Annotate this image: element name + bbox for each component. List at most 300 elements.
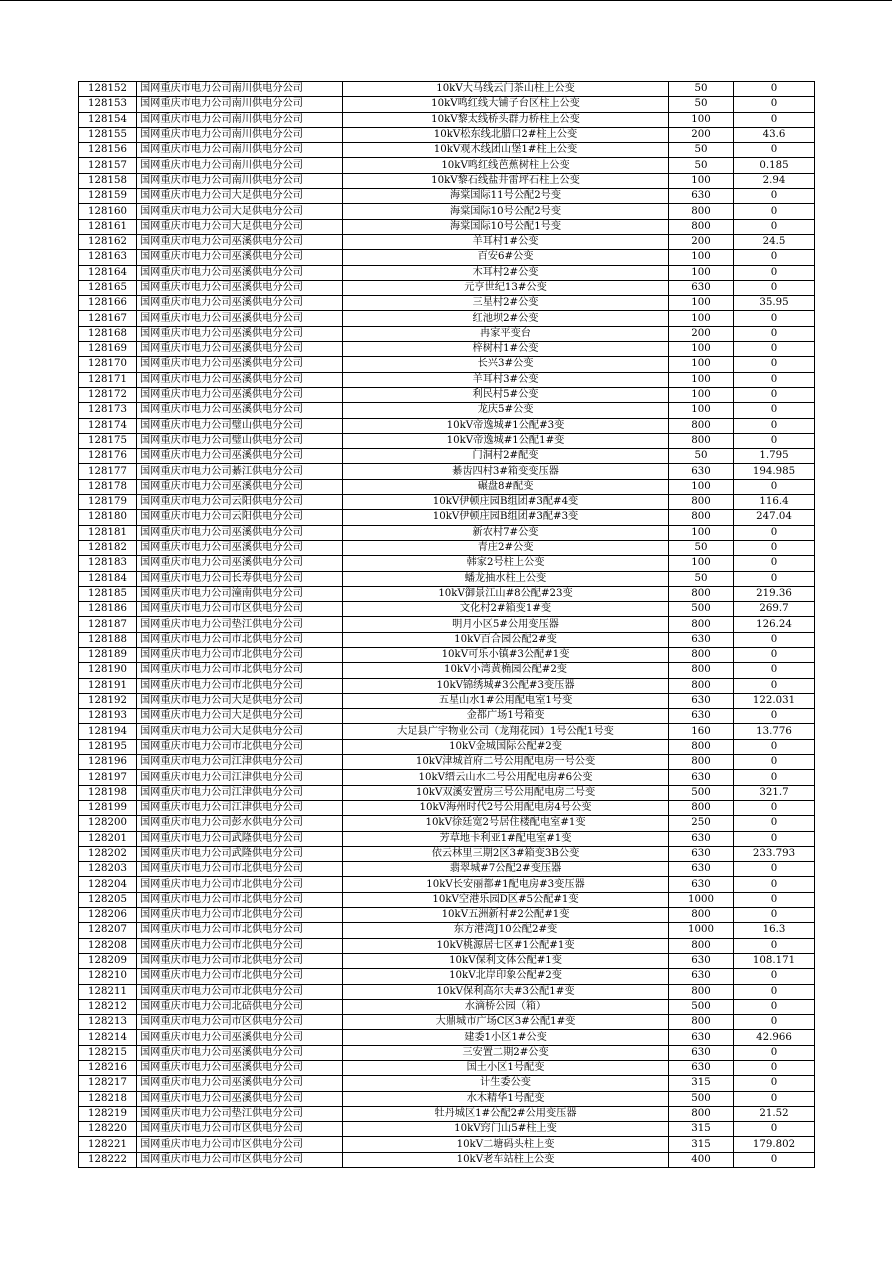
table-row bbox=[79, 112, 815, 127]
capacity-cell: 315 bbox=[669, 1122, 734, 1137]
row-id: 128197 bbox=[79, 770, 137, 785]
company-cell: 国网重庆市电力公司巫溪供电分公司 bbox=[137, 403, 343, 418]
transformer-table bbox=[78, 81, 815, 1168]
transformer-name-cell: 五星山水1#公用配电室1号变 bbox=[343, 693, 669, 708]
capacity-cell: 50 bbox=[669, 449, 734, 464]
company-cell: 国网重庆市电力公司市北供电分公司 bbox=[137, 647, 343, 662]
capacity-cell: 200 bbox=[669, 234, 734, 249]
row-id: 128183 bbox=[79, 556, 137, 571]
company-cell: 国网重庆市电力公司巫溪供电分公司 bbox=[137, 265, 343, 280]
table-row bbox=[79, 1122, 815, 1137]
capacity-cell: 100 bbox=[669, 479, 734, 494]
row-id: 128217 bbox=[79, 1076, 137, 1091]
value-cell: 0 bbox=[734, 892, 815, 907]
transformer-name-cell: 10kV大马线云门茶山柱上公变 bbox=[343, 82, 669, 97]
row-id: 128212 bbox=[79, 999, 137, 1014]
company-cell: 国网重庆市电力公司垫江供电分公司 bbox=[137, 1106, 343, 1121]
row-id: 128209 bbox=[79, 953, 137, 968]
transformer-name-cell: 文化村2#箱变1#变 bbox=[343, 602, 669, 617]
transformer-name-cell: 韩家2号柱上公变 bbox=[343, 556, 669, 571]
capacity-cell: 630 bbox=[669, 770, 734, 785]
value-cell: 0 bbox=[734, 1091, 815, 1106]
company-cell: 国网重庆市电力公司巫溪供电分公司 bbox=[137, 326, 343, 341]
row-id: 128177 bbox=[79, 464, 137, 479]
transformer-name-cell: 海棠国际11号公配2号变 bbox=[343, 189, 669, 204]
value-cell: 0 bbox=[734, 800, 815, 815]
table-row bbox=[79, 862, 815, 877]
capacity-cell: 630 bbox=[669, 877, 734, 892]
transformer-name-cell: 10kV鸣红线芭蕉树柱上公变 bbox=[343, 158, 669, 173]
row-id: 128171 bbox=[79, 372, 137, 387]
transformer-name-cell: 金都广场1号箱变 bbox=[343, 709, 669, 724]
row-id: 128164 bbox=[79, 265, 137, 280]
table-row bbox=[79, 449, 815, 464]
transformer-name-cell: 綦齿四村3#箱变变压器 bbox=[343, 464, 669, 479]
table-row bbox=[79, 984, 815, 999]
capacity-cell: 500 bbox=[669, 785, 734, 800]
table-row bbox=[79, 525, 815, 540]
table-row bbox=[79, 234, 815, 249]
company-cell: 国网重庆市电力公司巫溪供电分公司 bbox=[137, 296, 343, 311]
company-cell: 国网重庆市电力公司南川供电分公司 bbox=[137, 143, 343, 158]
row-id: 128195 bbox=[79, 739, 137, 754]
transformer-name-cell: 水木精华1号配变 bbox=[343, 1091, 669, 1106]
transformer-name-cell: 建委1小区1#公变 bbox=[343, 1030, 669, 1045]
company-cell: 国网重庆市电力公司巫溪供电分公司 bbox=[137, 387, 343, 402]
transformer-name-cell: 10kV伊顿庄园B组团#3配#3变 bbox=[343, 510, 669, 525]
transformer-name-cell: 明月小区5#公用变压器 bbox=[343, 617, 669, 632]
company-cell: 国网重庆市电力公司巫溪供电分公司 bbox=[137, 556, 343, 571]
value-cell: 0 bbox=[734, 1061, 815, 1076]
row-id: 128189 bbox=[79, 647, 137, 662]
table-row bbox=[79, 342, 815, 357]
table-row bbox=[79, 877, 815, 892]
value-cell: 0 bbox=[734, 739, 815, 754]
transformer-name-cell: 10kV金城国际公配#2变 bbox=[343, 739, 669, 754]
table-row bbox=[79, 495, 815, 510]
capacity-cell: 100 bbox=[669, 387, 734, 402]
value-cell: 269.7 bbox=[734, 602, 815, 617]
transformer-name-cell: 10kV桃源居七区#1公配#1变 bbox=[343, 938, 669, 953]
value-cell: 0 bbox=[734, 816, 815, 831]
capacity-cell: 100 bbox=[669, 112, 734, 127]
transformer-name-cell: 羊耳村3#公变 bbox=[343, 372, 669, 387]
capacity-cell: 50 bbox=[669, 143, 734, 158]
capacity-cell: 630 bbox=[669, 1061, 734, 1076]
transformer-name-cell: 海棠国际10号公配2号变 bbox=[343, 204, 669, 219]
row-id: 128173 bbox=[79, 403, 137, 418]
table-row bbox=[79, 663, 815, 678]
transformer-name-cell: 元亨世纪13#公变 bbox=[343, 280, 669, 295]
transformer-name-cell: 梓树村1#公变 bbox=[343, 342, 669, 357]
table-row bbox=[79, 82, 815, 97]
value-cell: 0 bbox=[734, 862, 815, 877]
company-cell: 国网重庆市电力公司巫溪供电分公司 bbox=[137, 1061, 343, 1076]
company-cell: 国网重庆市电力公司巫溪供电分公司 bbox=[137, 1076, 343, 1091]
company-cell: 国网重庆市电力公司市区供电分公司 bbox=[137, 1137, 343, 1152]
company-cell: 国网重庆市电力公司巫溪供电分公司 bbox=[137, 250, 343, 265]
row-id: 128215 bbox=[79, 1045, 137, 1060]
row-id: 128185 bbox=[79, 586, 137, 601]
table-row bbox=[79, 1061, 815, 1076]
row-id: 128190 bbox=[79, 663, 137, 678]
transformer-name-cell: 碾盘8#配变 bbox=[343, 479, 669, 494]
row-id: 128211 bbox=[79, 984, 137, 999]
row-id: 128220 bbox=[79, 1122, 137, 1137]
value-cell: 42.966 bbox=[734, 1030, 815, 1045]
company-cell: 国网重庆市电力公司市区供电分公司 bbox=[137, 1122, 343, 1137]
table-row bbox=[79, 1137, 815, 1152]
transformer-name-cell: 利民村5#公变 bbox=[343, 387, 669, 402]
company-cell: 国网重庆市电力公司市北供电分公司 bbox=[137, 938, 343, 953]
capacity-cell: 630 bbox=[669, 1045, 734, 1060]
value-cell: 0 bbox=[734, 984, 815, 999]
row-id: 128202 bbox=[79, 846, 137, 861]
value-cell: 0 bbox=[734, 678, 815, 693]
value-cell: 0 bbox=[734, 433, 815, 448]
transformer-name-cell: 10kV锦绣城#3公配#3变压器 bbox=[343, 678, 669, 693]
table-row bbox=[79, 296, 815, 311]
capacity-cell: 50 bbox=[669, 82, 734, 97]
capacity-cell: 800 bbox=[669, 1106, 734, 1121]
row-id: 128178 bbox=[79, 479, 137, 494]
row-id: 128191 bbox=[79, 678, 137, 693]
value-cell: 0 bbox=[734, 418, 815, 433]
company-cell: 国网重庆市电力公司南川供电分公司 bbox=[137, 82, 343, 97]
company-cell: 国网重庆市电力公司巫溪供电分公司 bbox=[137, 311, 343, 326]
capacity-cell: 50 bbox=[669, 571, 734, 586]
capacity-cell: 1000 bbox=[669, 892, 734, 907]
value-cell: 116.4 bbox=[734, 495, 815, 510]
capacity-cell: 100 bbox=[669, 357, 734, 372]
table-row bbox=[79, 556, 815, 571]
company-cell: 国网重庆市电力公司南川供电分公司 bbox=[137, 173, 343, 188]
row-id: 128167 bbox=[79, 311, 137, 326]
company-cell: 国网重庆市电力公司市北供电分公司 bbox=[137, 892, 343, 907]
value-cell: 16.3 bbox=[734, 923, 815, 938]
row-id: 128174 bbox=[79, 418, 137, 433]
row-id: 128207 bbox=[79, 923, 137, 938]
capacity-cell: 800 bbox=[669, 678, 734, 693]
transformer-name-cell: 大足县广宇物业公司（龙翔花园）1号公配1号变 bbox=[343, 724, 669, 739]
capacity-cell: 315 bbox=[669, 1076, 734, 1091]
transformer-name-cell: 10kV老车站柱上公变 bbox=[343, 1152, 669, 1167]
table-row bbox=[79, 387, 815, 402]
capacity-cell: 630 bbox=[669, 709, 734, 724]
row-id: 128156 bbox=[79, 143, 137, 158]
table-row bbox=[79, 1091, 815, 1106]
value-cell: 21.52 bbox=[734, 1106, 815, 1121]
transformer-name-cell: 百安6#公变 bbox=[343, 250, 669, 265]
value-cell: 24.5 bbox=[734, 234, 815, 249]
row-id: 128160 bbox=[79, 204, 137, 219]
value-cell: 108.171 bbox=[734, 953, 815, 968]
transformer-name-cell: 10kV保利高尔夫#3公配1#变 bbox=[343, 984, 669, 999]
capacity-cell: 630 bbox=[669, 862, 734, 877]
transformer-name-cell: 10kV五洲新村#2公配#1变 bbox=[343, 908, 669, 923]
table-row bbox=[79, 602, 815, 617]
capacity-cell: 800 bbox=[669, 800, 734, 815]
company-cell: 国网重庆市电力公司江津供电分公司 bbox=[137, 800, 343, 815]
value-cell: 2.94 bbox=[734, 173, 815, 188]
value-cell: 0 bbox=[734, 908, 815, 923]
table-row bbox=[79, 1106, 815, 1121]
company-cell: 国网重庆市电力公司市北供电分公司 bbox=[137, 632, 343, 647]
row-id: 128162 bbox=[79, 234, 137, 249]
table-row bbox=[79, 1030, 815, 1045]
table-row bbox=[79, 693, 815, 708]
capacity-cell: 100 bbox=[669, 342, 734, 357]
table-row bbox=[79, 800, 815, 815]
company-cell: 国网重庆市电力公司市区供电分公司 bbox=[137, 602, 343, 617]
capacity-cell: 630 bbox=[669, 280, 734, 295]
table-row bbox=[79, 908, 815, 923]
capacity-cell: 100 bbox=[669, 311, 734, 326]
capacity-cell: 100 bbox=[669, 525, 734, 540]
value-cell: 0 bbox=[734, 1015, 815, 1030]
value-cell: 0 bbox=[734, 311, 815, 326]
transformer-name-cell: 10kV伊顿庄园B组团#3配#4变 bbox=[343, 495, 669, 510]
transformer-name-cell: 大鼎城市广场C区3#公配1#变 bbox=[343, 1015, 669, 1030]
value-cell: 0 bbox=[734, 204, 815, 219]
transformer-name-cell: 羊耳村1#公变 bbox=[343, 234, 669, 249]
value-cell: 35.95 bbox=[734, 296, 815, 311]
value-cell: 0 bbox=[734, 709, 815, 724]
table-row bbox=[79, 127, 815, 142]
value-cell: 13.776 bbox=[734, 724, 815, 739]
row-id: 128153 bbox=[79, 97, 137, 112]
value-cell: 0 bbox=[734, 250, 815, 265]
transformer-name-cell: 冉家平变台 bbox=[343, 326, 669, 341]
value-cell: 0 bbox=[734, 877, 815, 892]
capacity-cell: 800 bbox=[669, 739, 734, 754]
value-cell: 0 bbox=[734, 571, 815, 586]
capacity-cell: 800 bbox=[669, 755, 734, 770]
row-id: 128204 bbox=[79, 877, 137, 892]
capacity-cell: 630 bbox=[669, 189, 734, 204]
transformer-name-cell: 10kV可乐小镇#3公配#1变 bbox=[343, 647, 669, 662]
capacity-cell: 100 bbox=[669, 250, 734, 265]
row-id: 128188 bbox=[79, 632, 137, 647]
capacity-cell: 500 bbox=[669, 602, 734, 617]
transformer-name-cell: 水滴桥公园（箱） bbox=[343, 999, 669, 1014]
company-cell: 国网重庆市电力公司云阳供电分公司 bbox=[137, 495, 343, 510]
row-id: 128210 bbox=[79, 969, 137, 984]
transformer-name-cell: 10kV松东线北腊口2#柱上公变 bbox=[343, 127, 669, 142]
value-cell: 0 bbox=[734, 938, 815, 953]
capacity-cell: 100 bbox=[669, 403, 734, 418]
transformer-name-cell: 10kV双溪安置房三号公用配电房二号变 bbox=[343, 785, 669, 800]
capacity-cell: 800 bbox=[669, 510, 734, 525]
capacity-cell: 630 bbox=[669, 969, 734, 984]
transformer-name-cell: 新农村7#公变 bbox=[343, 525, 669, 540]
transformer-name-cell: 门洞村2#配变 bbox=[343, 449, 669, 464]
company-cell: 国网重庆市电力公司巫溪供电分公司 bbox=[137, 479, 343, 494]
row-id: 128159 bbox=[79, 189, 137, 204]
table-row bbox=[79, 739, 815, 754]
company-cell: 国网重庆市电力公司市北供电分公司 bbox=[137, 969, 343, 984]
table-row bbox=[79, 326, 815, 341]
company-cell: 国网重庆市电力公司巫溪供电分公司 bbox=[137, 342, 343, 357]
value-cell: 0 bbox=[734, 357, 815, 372]
transformer-name-cell: 10kV鸣红线大铺子台区柱上公变 bbox=[343, 97, 669, 112]
row-id: 128168 bbox=[79, 326, 137, 341]
row-id: 128193 bbox=[79, 709, 137, 724]
capacity-cell: 800 bbox=[669, 219, 734, 234]
transformer-name-cell: 10kV观木线团山堡1#柱上公变 bbox=[343, 143, 669, 158]
transformer-name-cell: 10kV小湾黄桷园公配#2变 bbox=[343, 663, 669, 678]
capacity-cell: 800 bbox=[669, 433, 734, 448]
value-cell: 122.031 bbox=[734, 693, 815, 708]
value-cell: 0 bbox=[734, 969, 815, 984]
row-id: 128221 bbox=[79, 1137, 137, 1152]
capacity-cell: 800 bbox=[669, 204, 734, 219]
row-id: 128186 bbox=[79, 602, 137, 617]
transformer-name-cell: 木耳村2#公变 bbox=[343, 265, 669, 280]
transformer-name-cell: 10kV空港乐园D区#5公配#1变 bbox=[343, 892, 669, 907]
capacity-cell: 800 bbox=[669, 617, 734, 632]
row-id: 128163 bbox=[79, 250, 137, 265]
row-id: 128181 bbox=[79, 525, 137, 540]
value-cell: 0 bbox=[734, 1122, 815, 1137]
transformer-name-cell: 10kV徐廷宽2号居住楼配电室#1变 bbox=[343, 816, 669, 831]
table-row bbox=[79, 479, 815, 494]
table-row bbox=[79, 540, 815, 555]
table-row bbox=[79, 265, 815, 280]
value-cell: 0 bbox=[734, 770, 815, 785]
capacity-cell: 100 bbox=[669, 296, 734, 311]
transformer-name-cell: 长兴3#公变 bbox=[343, 357, 669, 372]
company-cell: 国网重庆市电力公司大足供电分公司 bbox=[137, 204, 343, 219]
company-cell: 国网重庆市电力公司市北供电分公司 bbox=[137, 923, 343, 938]
transformer-name-cell: 10kV百合园公配2#变 bbox=[343, 632, 669, 647]
transformer-name-cell: 海棠国际10号公配1号变 bbox=[343, 219, 669, 234]
table-row bbox=[79, 143, 815, 158]
company-cell: 国网重庆市电力公司市北供电分公司 bbox=[137, 984, 343, 999]
capacity-cell: 100 bbox=[669, 372, 734, 387]
table-row bbox=[79, 831, 815, 846]
capacity-cell: 800 bbox=[669, 984, 734, 999]
value-cell: 0 bbox=[734, 663, 815, 678]
table-row bbox=[79, 617, 815, 632]
value-cell: 0 bbox=[734, 632, 815, 647]
capacity-cell: 630 bbox=[669, 693, 734, 708]
row-id: 128216 bbox=[79, 1061, 137, 1076]
table-row bbox=[79, 755, 815, 770]
row-id: 128179 bbox=[79, 495, 137, 510]
capacity-cell: 250 bbox=[669, 816, 734, 831]
company-cell: 国网重庆市电力公司市北供电分公司 bbox=[137, 953, 343, 968]
capacity-cell: 100 bbox=[669, 265, 734, 280]
row-id: 128219 bbox=[79, 1106, 137, 1121]
company-cell: 国网重庆市电力公司巫溪供电分公司 bbox=[137, 1030, 343, 1045]
value-cell: 247.04 bbox=[734, 510, 815, 525]
company-cell: 国网重庆市电力公司巫溪供电分公司 bbox=[137, 525, 343, 540]
company-cell: 国网重庆市电力公司市区供电分公司 bbox=[137, 1152, 343, 1167]
transformer-name-cell: 10kV缙云山水二号公用配电房#6公变 bbox=[343, 770, 669, 785]
row-id: 128205 bbox=[79, 892, 137, 907]
table-row bbox=[79, 158, 815, 173]
transformer-name-cell: 10kV津城首府二号公用配电房一号公变 bbox=[343, 755, 669, 770]
row-id: 128194 bbox=[79, 724, 137, 739]
table-row bbox=[79, 923, 815, 938]
company-cell: 国网重庆市电力公司璧山供电分公司 bbox=[137, 433, 343, 448]
company-cell: 国网重庆市电力公司北碚供电分公司 bbox=[137, 999, 343, 1014]
value-cell: 0 bbox=[734, 265, 815, 280]
company-cell: 国网重庆市电力公司巫溪供电分公司 bbox=[137, 280, 343, 295]
value-cell: 219.36 bbox=[734, 586, 815, 601]
row-id: 128154 bbox=[79, 112, 137, 127]
value-cell: 0 bbox=[734, 372, 815, 387]
capacity-cell: 800 bbox=[669, 647, 734, 662]
capacity-cell: 200 bbox=[669, 326, 734, 341]
company-cell: 国网重庆市电力公司长寿供电分公司 bbox=[137, 571, 343, 586]
transformer-name-cell: 三星村2#公变 bbox=[343, 296, 669, 311]
capacity-cell: 630 bbox=[669, 953, 734, 968]
capacity-cell: 800 bbox=[669, 495, 734, 510]
row-id: 128176 bbox=[79, 449, 137, 464]
table-row bbox=[79, 770, 815, 785]
value-cell: 126.24 bbox=[734, 617, 815, 632]
row-id: 128157 bbox=[79, 158, 137, 173]
row-id: 128155 bbox=[79, 127, 137, 142]
transformer-name-cell: 10kV御景江山#8公配#23变 bbox=[343, 586, 669, 601]
row-id: 128198 bbox=[79, 785, 137, 800]
capacity-cell: 800 bbox=[669, 908, 734, 923]
table-row bbox=[79, 647, 815, 662]
value-cell: 0 bbox=[734, 755, 815, 770]
capacity-cell: 160 bbox=[669, 724, 734, 739]
page-top-rule bbox=[0, 0, 892, 1]
capacity-cell: 630 bbox=[669, 846, 734, 861]
row-id: 128201 bbox=[79, 831, 137, 846]
transformer-name-cell: 红池坝2#公变 bbox=[343, 311, 669, 326]
value-cell: 0 bbox=[734, 556, 815, 571]
table-row bbox=[79, 586, 815, 601]
table-row bbox=[79, 418, 815, 433]
company-cell: 国网重庆市电力公司大足供电分公司 bbox=[137, 724, 343, 739]
capacity-cell: 800 bbox=[669, 586, 734, 601]
value-cell: 0 bbox=[734, 326, 815, 341]
row-id: 128196 bbox=[79, 755, 137, 770]
row-id: 128180 bbox=[79, 510, 137, 525]
table-row bbox=[79, 678, 815, 693]
table-body bbox=[79, 82, 815, 1168]
capacity-cell: 630 bbox=[669, 464, 734, 479]
row-id: 128175 bbox=[79, 433, 137, 448]
table-row bbox=[79, 846, 815, 861]
capacity-cell: 630 bbox=[669, 831, 734, 846]
table-row bbox=[79, 219, 815, 234]
transformer-name-cell: 翡翠城#7公配2#变压器 bbox=[343, 862, 669, 877]
value-cell: 194.985 bbox=[734, 464, 815, 479]
row-id: 128169 bbox=[79, 342, 137, 357]
table-row bbox=[79, 250, 815, 265]
row-id: 128200 bbox=[79, 816, 137, 831]
table-row bbox=[79, 1076, 815, 1091]
value-cell: 0 bbox=[734, 219, 815, 234]
table-row bbox=[79, 724, 815, 739]
company-cell: 国网重庆市电力公司南川供电分公司 bbox=[137, 97, 343, 112]
company-cell: 国网重庆市电力公司巫溪供电分公司 bbox=[137, 1091, 343, 1106]
table-row bbox=[79, 204, 815, 219]
capacity-cell: 800 bbox=[669, 1015, 734, 1030]
value-cell: 0 bbox=[734, 1045, 815, 1060]
capacity-cell: 100 bbox=[669, 556, 734, 571]
table-row bbox=[79, 280, 815, 295]
capacity-cell: 630 bbox=[669, 1030, 734, 1045]
company-cell: 国网重庆市电力公司巫溪供电分公司 bbox=[137, 372, 343, 387]
